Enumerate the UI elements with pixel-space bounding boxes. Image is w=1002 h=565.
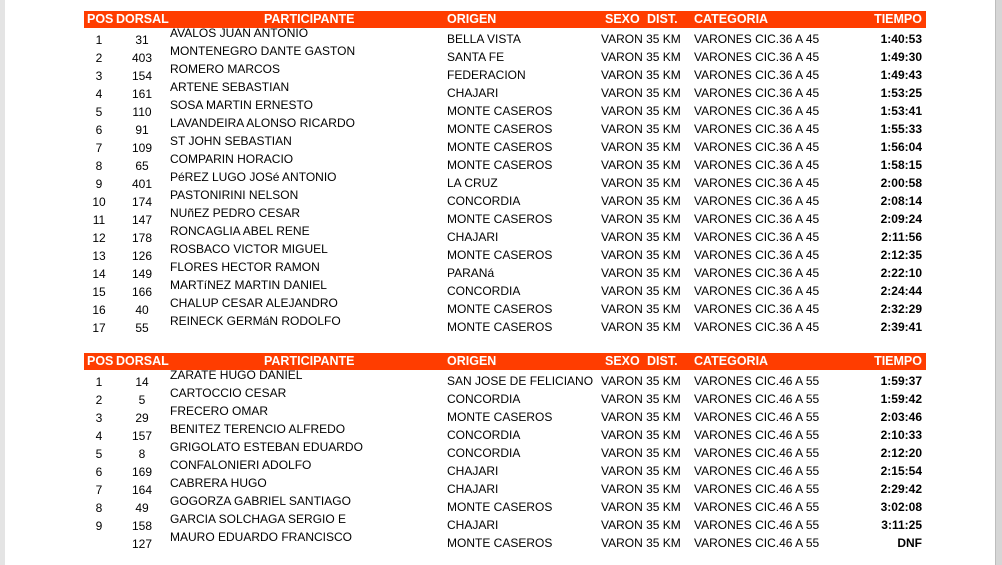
header-pos: POS bbox=[87, 354, 114, 368]
category-cell: VARONES CIC.36 A 45 bbox=[694, 230, 820, 244]
header-sexo: SEXO bbox=[605, 12, 640, 26]
header-participante: PARTICIPANTE bbox=[264, 354, 355, 368]
sex-distance-cell: VARON 35 KM bbox=[601, 500, 681, 514]
pos-cell: 12 bbox=[92, 231, 106, 245]
time-cell: 2:39:41 bbox=[880, 320, 922, 334]
sex-distance-cell: VARON 35 KM bbox=[601, 176, 681, 190]
vertical-scrollbar[interactable] bbox=[996, 0, 1002, 565]
pos-cell: 9 bbox=[95, 177, 103, 191]
time-cell: 1:56:04 bbox=[880, 140, 922, 154]
origin-cell: CHAJARI bbox=[447, 482, 499, 496]
participant-name-cell: FRECERO OMAR bbox=[170, 404, 269, 418]
participant-name-cell: BENITEZ TERENCIO ALFREDO bbox=[170, 422, 346, 436]
time-cell: 2:10:33 bbox=[880, 428, 922, 442]
participant-name-cell: CABRERA HUGO bbox=[170, 476, 267, 490]
sex-distance-cell: VARON 35 KM bbox=[601, 392, 681, 406]
sex-distance-cell: VARON 35 KM bbox=[601, 446, 681, 460]
category-cell: VARONES CIC.36 A 45 bbox=[694, 68, 820, 82]
category-cell: VARONES CIC.36 A 45 bbox=[694, 176, 820, 190]
category-cell: VARONES CIC.36 A 45 bbox=[694, 158, 820, 172]
participant-name-cell: GRIGOLATO ESTEBAN EDUARDO bbox=[170, 440, 363, 454]
pos-cell: 9 bbox=[95, 519, 103, 533]
header-participante: PARTICIPANTE bbox=[264, 12, 355, 26]
pos-cell: 2 bbox=[95, 393, 103, 407]
dorsal-cell: 91 bbox=[135, 123, 149, 137]
table-body bbox=[84, 370, 926, 550]
dorsal-cell: 126 bbox=[131, 249, 153, 263]
category-cell: VARONES CIC.36 A 45 bbox=[694, 50, 820, 64]
sex-distance-cell: VARON 35 KM bbox=[601, 158, 681, 172]
pos-cell: 10 bbox=[92, 195, 106, 209]
participant-name-cell: LAVANDEIRA ALONSO RICARDO bbox=[170, 116, 355, 130]
dorsal-cell: 5 bbox=[138, 393, 146, 407]
dorsal-cell: 158 bbox=[131, 519, 153, 533]
origin-cell: CONCORDIA bbox=[447, 446, 521, 460]
table-row bbox=[84, 316, 926, 334]
sex-distance-cell: VARON 35 KM bbox=[601, 68, 681, 82]
origin-cell: CONCORDIA bbox=[447, 284, 521, 298]
header-sexo: SEXO bbox=[605, 354, 640, 368]
time-cell: 1:40:53 bbox=[880, 32, 922, 46]
participant-name-cell: ROMERO MARCOS bbox=[170, 62, 281, 76]
header-origen: ORIGEN bbox=[447, 12, 497, 26]
participant-name-cell: REINECK GERMáN RODOLFO bbox=[170, 314, 341, 328]
header-dist: DIST. bbox=[647, 12, 678, 26]
time-cell: 2:08:14 bbox=[880, 194, 922, 208]
category-cell: VARONES CIC.36 A 45 bbox=[694, 194, 820, 208]
dorsal-cell: 154 bbox=[131, 69, 153, 83]
dorsal-cell: 109 bbox=[131, 141, 153, 155]
time-cell: 1:59:42 bbox=[880, 392, 922, 406]
category-cell: VARONES CIC.46 A 55 bbox=[694, 536, 820, 550]
time-cell: 2:15:54 bbox=[880, 464, 922, 478]
pos-cell: 1 bbox=[95, 375, 103, 389]
participant-name-cell: CHALUP CESAR ALEJANDRO bbox=[170, 296, 338, 310]
origin-cell: MONTE CASEROS bbox=[447, 302, 553, 316]
origin-cell: CONCORDIA bbox=[447, 428, 521, 442]
category-cell: VARONES CIC.46 A 55 bbox=[694, 464, 820, 478]
time-cell: 3:11:25 bbox=[881, 518, 922, 532]
participant-name-cell: RONCAGLIA ABEL RENE bbox=[170, 224, 310, 238]
participant-name-cell: CONFALONIERI ADOLFO bbox=[170, 458, 312, 472]
origin-cell: MONTE CASEROS bbox=[447, 158, 553, 172]
origin-cell: MONTE CASEROS bbox=[447, 320, 553, 334]
time-cell: 1:55:33 bbox=[880, 122, 922, 136]
time-cell: 2:32:29 bbox=[880, 302, 922, 316]
pos-cell: 4 bbox=[95, 87, 103, 101]
pos-cell: 8 bbox=[95, 501, 103, 515]
participant-name-cell: ZARATE HUGO DANIEL bbox=[170, 368, 303, 382]
pos-cell: 16 bbox=[92, 303, 106, 317]
sex-distance-cell: VARON 35 KM bbox=[601, 284, 681, 298]
pos-cell: 13 bbox=[92, 249, 106, 263]
pos-cell: 5 bbox=[95, 105, 103, 119]
time-cell: 2:24:44 bbox=[880, 284, 922, 298]
sex-distance-cell: VARON 35 KM bbox=[601, 230, 681, 244]
participant-name-cell: MARTíNEZ MARTIN DANIEL bbox=[170, 278, 327, 292]
category-cell: VARONES CIC.36 A 45 bbox=[694, 140, 820, 154]
category-cell: VARONES CIC.46 A 55 bbox=[694, 428, 820, 442]
category-cell: VARONES CIC.46 A 55 bbox=[694, 374, 820, 388]
time-cell: 1:53:25 bbox=[880, 86, 922, 100]
dorsal-cell: 127 bbox=[131, 537, 153, 551]
participant-name-cell: SOSA MARTIN ERNESTO bbox=[170, 98, 313, 112]
sex-distance-cell: VARON 35 KM bbox=[601, 50, 681, 64]
origin-cell: CHAJARI bbox=[447, 518, 499, 532]
time-cell: 2:12:35 bbox=[880, 248, 922, 262]
origin-cell: MONTE CASEROS bbox=[447, 248, 553, 262]
dorsal-cell: 147 bbox=[131, 213, 153, 227]
origin-cell: CHAJARI bbox=[447, 230, 499, 244]
sex-distance-cell: VARON 35 KM bbox=[601, 320, 681, 334]
category-cell: VARONES CIC.36 A 45 bbox=[694, 122, 820, 136]
sex-distance-cell: VARON 35 KM bbox=[601, 104, 681, 118]
time-cell: 2:22:10 bbox=[880, 266, 922, 280]
origin-cell: SANTA FE bbox=[447, 50, 505, 64]
sex-distance-cell: VARON 35 KM bbox=[601, 122, 681, 136]
dorsal-cell: 49 bbox=[135, 501, 149, 515]
dorsal-cell: 110 bbox=[132, 105, 152, 119]
dorsal-cell: 55 bbox=[135, 321, 149, 335]
time-cell: 2:09:24 bbox=[880, 212, 922, 226]
sex-distance-cell: VARON 35 KM bbox=[601, 248, 681, 262]
participant-name-cell: ARTENE SEBASTIAN bbox=[170, 80, 290, 94]
results-table-cat-36-45 bbox=[84, 11, 926, 334]
participant-name-cell: ROSBACO VICTOR MIGUEL bbox=[170, 242, 328, 256]
pos-cell: 17 bbox=[92, 321, 106, 335]
dorsal-cell: 174 bbox=[131, 195, 153, 209]
category-cell: VARONES CIC.46 A 55 bbox=[694, 518, 820, 532]
time-cell: 1:53:41 bbox=[880, 104, 922, 118]
dorsal-cell: 401 bbox=[131, 177, 153, 191]
time-cell: 1:58:15 bbox=[880, 158, 922, 172]
pos-cell: 1 bbox=[95, 33, 103, 47]
sex-distance-cell: VARON 35 KM bbox=[601, 428, 681, 442]
sex-distance-cell: VARON 35 KM bbox=[601, 86, 681, 100]
sex-distance-cell: VARON 35 KM bbox=[601, 482, 681, 496]
origin-cell: MONTE CASEROS bbox=[447, 500, 553, 514]
pos-cell: 7 bbox=[95, 483, 103, 497]
participant-name-cell: COMPARIN HORACIO bbox=[170, 152, 294, 166]
origin-cell: FEDERACION bbox=[447, 68, 526, 82]
participant-name-cell: MONTENEGRO DANTE GASTON bbox=[170, 44, 356, 58]
origin-cell: MONTE CASEROS bbox=[447, 212, 553, 226]
participant-name-cell: AVALOS JUAN ANTONIO bbox=[170, 26, 309, 40]
origin-cell: MONTE CASEROS bbox=[447, 410, 553, 424]
pos-cell: 3 bbox=[95, 69, 103, 83]
page-left-gutter bbox=[0, 0, 5, 565]
sex-distance-cell: VARON 35 KM bbox=[601, 32, 681, 46]
pos-cell: 15 bbox=[92, 285, 106, 299]
time-cell: 2:11:56 bbox=[881, 230, 922, 244]
dorsal-cell: 14 bbox=[135, 375, 149, 389]
dorsal-cell: 65 bbox=[135, 159, 149, 173]
category-cell: VARONES CIC.36 A 45 bbox=[694, 212, 820, 226]
time-cell: 1:59:37 bbox=[880, 374, 922, 388]
category-cell: VARONES CIC.36 A 45 bbox=[694, 32, 820, 46]
pos-cell: 14 bbox=[92, 267, 106, 281]
pos-cell: 3 bbox=[95, 411, 103, 425]
origin-cell: LA CRUZ bbox=[447, 176, 498, 190]
time-cell: 2:12:20 bbox=[880, 446, 922, 460]
pos-cell: 2 bbox=[95, 51, 103, 65]
origin-cell: CONCORDIA bbox=[447, 194, 521, 208]
sex-distance-cell: VARON 35 KM bbox=[601, 140, 681, 154]
pos-cell: 11 bbox=[92, 213, 106, 227]
time-cell: 2:29:42 bbox=[880, 482, 922, 496]
pos-cell: 6 bbox=[95, 123, 103, 137]
category-cell: VARONES CIC.46 A 55 bbox=[694, 482, 820, 496]
sex-distance-cell: VARON 35 KM bbox=[601, 302, 681, 316]
category-cell: VARONES CIC.36 A 45 bbox=[694, 320, 820, 334]
origin-cell: MONTE CASEROS bbox=[447, 536, 553, 550]
header-pos: POS bbox=[87, 12, 114, 26]
dorsal-cell: 8 bbox=[138, 447, 146, 461]
time-cell: 3:02:08 bbox=[880, 500, 922, 514]
time-cell: 1:49:30 bbox=[880, 50, 922, 64]
sex-distance-cell: VARON 35 KM bbox=[601, 518, 681, 532]
dorsal-cell: 157 bbox=[131, 429, 153, 443]
table-row bbox=[84, 532, 926, 550]
origin-cell: MONTE CASEROS bbox=[447, 140, 553, 154]
category-cell: VARONES CIC.36 A 45 bbox=[694, 248, 820, 262]
category-cell: VARONES CIC.46 A 55 bbox=[694, 392, 820, 406]
participant-name-cell: CARTOCCIO CESAR bbox=[170, 386, 287, 400]
sex-distance-cell: VARON 35 KM bbox=[601, 194, 681, 208]
dorsal-cell: 164 bbox=[131, 483, 153, 497]
pos-cell: 7 bbox=[95, 141, 103, 155]
time-cell: 1:49:43 bbox=[880, 68, 922, 82]
dorsal-cell: 178 bbox=[131, 231, 153, 245]
origin-cell: CONCORDIA bbox=[447, 392, 521, 406]
header-origen: ORIGEN bbox=[447, 354, 497, 368]
header-dorsal: DORSAL bbox=[116, 12, 169, 26]
participant-name-cell: ST JOHN SEBASTIAN bbox=[170, 134, 292, 148]
origin-cell: BELLA VISTA bbox=[447, 32, 521, 46]
dorsal-cell: 161 bbox=[131, 87, 153, 101]
category-cell: VARONES CIC.36 A 45 bbox=[694, 266, 820, 280]
sex-distance-cell: VARON 35 KM bbox=[601, 536, 681, 550]
sex-distance-cell: VARON 35 KM bbox=[601, 410, 681, 424]
sex-distance-cell: VARON 35 KM bbox=[601, 266, 681, 280]
category-cell: VARONES CIC.36 A 45 bbox=[694, 302, 820, 316]
origin-cell: CHAJARI bbox=[447, 464, 499, 478]
category-cell: VARONES CIC.36 A 45 bbox=[694, 104, 820, 118]
sex-distance-cell: VARON 35 KM bbox=[601, 374, 681, 388]
header-categoria: CATEGORIA bbox=[694, 354, 769, 368]
header-dorsal: DORSAL bbox=[116, 354, 169, 368]
category-cell: VARONES CIC.36 A 45 bbox=[694, 284, 820, 298]
header-categoria: CATEGORIA bbox=[694, 12, 769, 26]
category-cell: VARONES CIC.46 A 55 bbox=[694, 410, 820, 424]
dorsal-cell: 29 bbox=[135, 411, 149, 425]
participant-name-cell: NUñEZ PEDRO CESAR bbox=[170, 206, 301, 220]
participant-name-cell: MAURO EDUARDO FRANCISCO bbox=[170, 530, 353, 544]
pos-cell: 6 bbox=[95, 465, 103, 479]
category-cell: VARONES CIC.36 A 45 bbox=[694, 86, 820, 100]
participant-name-cell: PéREZ LUGO JOSé ANTONIO bbox=[170, 170, 337, 184]
origin-cell: CHAJARI bbox=[447, 86, 499, 100]
origin-cell: PARANá bbox=[447, 266, 495, 280]
category-cell: VARONES CIC.46 A 55 bbox=[694, 446, 820, 460]
dorsal-cell: 403 bbox=[131, 51, 153, 65]
participant-name-cell: GOGORZA GABRIEL SANTIAGO bbox=[170, 494, 351, 508]
participant-name-cell: GARCIA SOLCHAGA SERGIO E bbox=[170, 512, 347, 526]
pos-cell: 5 bbox=[95, 447, 103, 461]
dorsal-cell: 149 bbox=[131, 267, 153, 281]
sex-distance-cell: VARON 35 KM bbox=[601, 212, 681, 226]
results-table-cat-46-55 bbox=[84, 353, 926, 550]
header-tiempo: TIEMPO bbox=[874, 354, 922, 368]
table-body bbox=[84, 28, 926, 334]
time-cell: 2:03:46 bbox=[880, 410, 922, 424]
origin-cell: MONTE CASEROS bbox=[447, 122, 553, 136]
dorsal-cell: 40 bbox=[135, 303, 149, 317]
pos-cell: 4 bbox=[95, 429, 103, 443]
category-cell: VARONES CIC.46 A 55 bbox=[694, 500, 820, 514]
participant-name-cell: PASTONIRINI NELSON bbox=[170, 188, 299, 202]
sex-distance-cell: VARON 35 KM bbox=[601, 464, 681, 478]
participant-name-cell: FLORES HECTOR RAMON bbox=[170, 260, 320, 274]
dorsal-cell: 31 bbox=[135, 33, 149, 47]
origin-cell: MONTE CASEROS bbox=[447, 104, 553, 118]
header-dist: DIST. bbox=[647, 354, 678, 368]
header-tiempo: TIEMPO bbox=[874, 12, 922, 26]
dorsal-cell: 169 bbox=[131, 465, 153, 479]
origin-cell: SAN JOSE DE FELICIANO bbox=[447, 374, 594, 388]
time-cell: 2:00:58 bbox=[880, 176, 922, 190]
dorsal-cell: 166 bbox=[131, 285, 153, 299]
pos-cell: 8 bbox=[95, 159, 103, 173]
time-cell: DNF bbox=[897, 536, 922, 550]
